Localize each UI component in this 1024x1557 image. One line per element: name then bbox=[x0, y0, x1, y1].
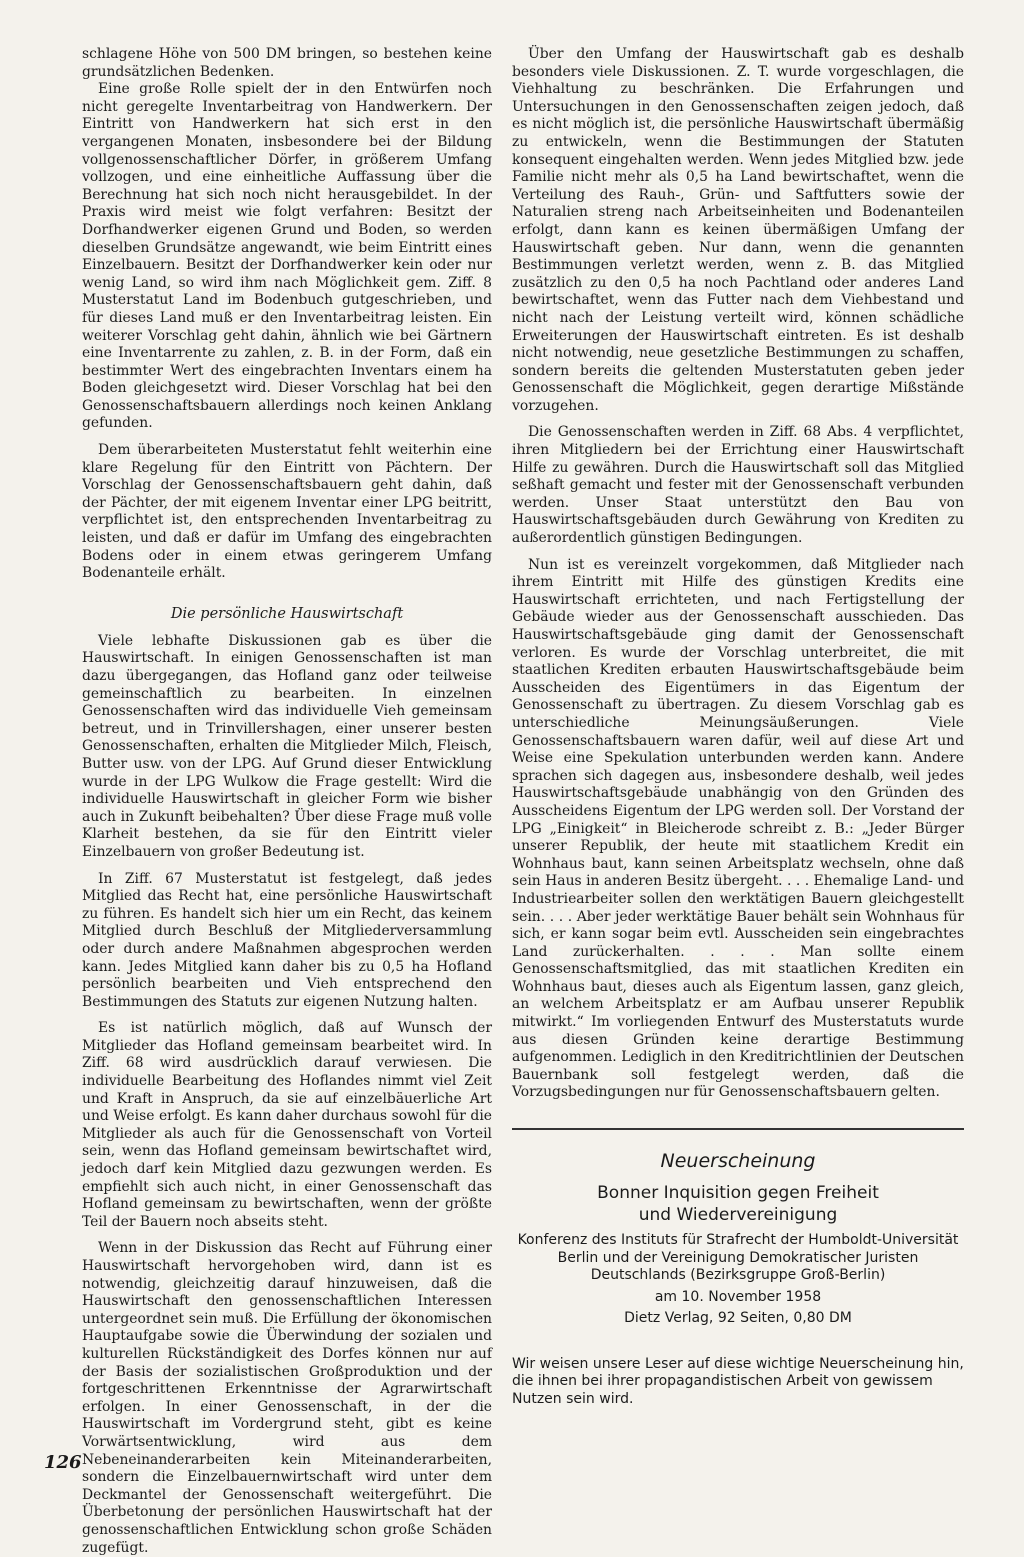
announcement-box bbox=[512, 1148, 964, 1328]
page-number: 126 bbox=[44, 1452, 82, 1473]
paragraph: Es ist natürlich möglich, daß auf Wunsch der Mitglieder das Hofland gemeinsam bearbeitet wird. In Ziff. 68 wird ausdrücklich darauf verwiesen. Die individuelle Bearbeitung des Hoflandes nimmt viel Zeit und Kraft in Anspruch, da sie auf einzelbäuerliche Art und Weise erfolgt. Es kann daher durchaus sowohl für die Mitglieder als auch für die Genossenschaft von Vorteil sein, wenn das Hofland gemeinsam bewirtschaftet wird, jedoch darf kein Mitglied dazu gezwungen werden. Es empfiehlt sich auch nicht, in einer Genossenschaft das Hofland gemeinsam zu bewirtschaften, wenn der größte Teil der Bauern noch abseits steht. bbox=[82, 1020, 492, 1230]
paragraph: Nun ist es vereinzelt vorgekommen, daß Mitglieder nach ihrem Eintritt mit Hilfe des günstigen Kredits eine Hauswirtschaft errichteten, und nach Fertigstellung der Gebäude wieder aus der Genossenschaft ausschieden. Das Hauswirtschaftsgebäude ging damit der Genossenschaft verloren. Es wurde der Vorschlag unterbreitet, die mit staatlichen Krediten erbauten Hauswirtschaftsgebäude beim Ausscheiden des Eigentümers in das Eigentum der Genossenschaft zu übertragen. Zu diesem Vorschlag gab es unterschiedliche Meinungsäußerungen. Viele Genossenschaftsbauern waren dafür, weil auf diese Art und Weise eine Spekulation unterbunden werden kann. Andere sprachen sich dagegen aus, insbesondere deshalb, weil jedes Hauswirtschaftsgebäude unabhängig von den Gründen des Ausscheidens Eigentum der LPG werden soll. Der Vorstand der LPG „Einigkeit“ in Bleicherode schreibt z. B.: „Jeder Bürger unserer Republik, der heute mit staatlichem Kredit ein Wohnhaus baut, kann seinen Arbeitsplatz wechseln, ohne daß sein Haus in anderen Besitz übergeht. . . . Ehemalige Land- und Industriearbeiter sollen den werktätigen Bauern gleichgestellt sein. . . . Aber jeder werktätige Bauer behält sein Wohnhaus für sich, er kann sogar beim evtl. Ausscheiden sein eingebrachtes Land zurückerhalten. . . . Man sollte einem Genossenschaftsmitglied, das mit staatlichen Krediten ein Wohnhaus baut, dieses auch als Eigentum lassen, ganz gleich, an welchem Arbeitsplatz er am Aufbau unserer Republik mitwirkt.“ Im vorliegenden Entwurf des Musterstatuts wurde aus diesen Gründen keine derartige Bestimmung aufgenommen. Lediglich in den Kreditrichtlinien der Deutschen Bauernbank soll festgelegt werden, daß die Vorzugsbedingungen nur für Genossenschaftsbauern gelten. bbox=[512, 556, 964, 1101]
book-publisher: Dietz Verlag, 92 Seiten, 0,80 DM bbox=[624, 1310, 852, 1327]
right-column bbox=[512, 46, 964, 1408]
book-title-line: Bonner Inquisition gegen Freiheit bbox=[597, 1183, 879, 1204]
paragraph: schlagene Höhe von 500 DM bringen, so bestehen keine grundsätzlichen Bedenken. bbox=[82, 46, 492, 80]
reader-notice: Wir weisen unsere Leser auf diese wichtige Neuerscheinung hin, die ihnen bei ihrer propagandistischen Arbeit von gewissem Nutzen sein wird. bbox=[512, 1355, 964, 1407]
section-heading: Die persönliche Hauswirtschaft bbox=[170, 605, 404, 622]
left-column bbox=[82, 46, 492, 1557]
paragraph: Über den Umfang der Hauswirtschaft gab es deshalb besonders viele Diskussionen. Z. T. wurde vorgeschlagen, die Viehhaltung zu beschränken. Die Erfahrungen und Untersuchungen in den Genossenschaften zeigen jedoch, daß es nicht möglich ist, die persönliche Hauswirtschaft übermäßig zu entwickeln, wenn die Bestimmungen der Statuten konsequent eingehalten werden. Wenn jedes Mitglied bzw. jede Familie nicht mehr als 0,5 ha Land bewirtschaftet, wenn die Verteilung des Rauh-, Grün- und Saftfutters sowie der Naturalien streng nach Arbeitseinheiten und Bodenanteilen erfolgt, dann kann es keinen übermäßigen Umfang der Hauswirtschaft geben. Nur dann, wenn die genannten Bestimmungen verletzt werden, wenn z. B. das Mitglied zusätzlich zu den 0,5 ha noch Pachtland oder anderes Land bewirtschaftet, wenn das Futter nach dem Viehbestand und nicht nach der Leistung verteilt wird, können schädliche Erweiterungen der Hauswirtschaft eintreten. Es ist deshalb nicht notwendig, neue gesetzliche Bestimmungen zu schaffen, sondern bereits die geltenden Musterstatuten geben jeder Genossenschaft die Möglichkeit, gegen derartige Mißstände vorzugehen. bbox=[512, 46, 964, 414]
divider bbox=[512, 1128, 964, 1130]
paragraph: Viele lebhafte Diskussionen gab es über die Hauswirtschaft. In einigen Genossenschaften ist man dazu übergegangen, das Hofland ganz oder teilweise gemeinschaftlich zu bearbeiten. In einzelnen Genossenschaften wird das individuelle Vieh gemeinsam betreut, und in Trinvillershagen, einer unserer besten Genossenschaften, erhalten die Mitglieder Milch, Fleisch, Butter usw. von der LPG. Auf Grund dieser Entwicklung wurde in der LPG Wulkow die Frage gestellt: Wird die individuelle Hauswirtschaft in gleicher Form wie bisher auch in Zukunft beibehalten? Über diese Frage muß volle Klarheit bestehen, da sie für den Eintritt vieler Einzelbauern von großer Bedeutung ist. bbox=[82, 632, 492, 860]
announcement-title: Neuerscheinung bbox=[660, 1150, 816, 1173]
book-description: Konferenz des Instituts für Strafrecht der Humboldt-Universität Berlin und der Vereinigung Demokratischer Juristen Deutschlands (Bezirksgruppe Groß-Berlin) bbox=[517, 1232, 959, 1284]
book-date: am 10. November 1958 bbox=[654, 1288, 822, 1305]
paragraph: Eine große Rolle spielt der in den Entwürfen noch nicht geregelte Inventarbeitrag von Handwerkern. Der Eintritt von Handwerkern hat sich erst in den vergangenen Monaten, insbesondere bei der Bildung vollgenossenschaftlicher Dörfer, in größerem Umfang vollzogen, und eine einheitliche Auffassung über die Berechnung hat sich noch nicht herausgebildet. In der Praxis wird meist wie folgt verfahren: Besitzt der Dorfhandwerker eigenen Grund und Boden, so werden dieselben Grundsätze angewandt, wie beim Eintritt eines Einzelbauern. Besitzt der Dorfhandwerker kein oder nur wenig Land, so wird ihm nach Möglichkeit gem. Ziff. 8 Musterstatut Land im Bodenbuch gutgeschrieben, und für dieses Land muß er den Inventarbeitrag leisten. Ein weiterer Vorschlag geht dahin, ähnlich wie bei Gärtnern eine Inventarrente zu zahlen, z. B. in der Form, daß ein bestimmter Wert des eingebrachten Inventars einem ha Boden gleichgesetzt wird. Dieser Vorschlag hat bei den Genossenschaftsbauern allerdings noch keinen Anklang gefunden. bbox=[82, 81, 492, 432]
paragraph: Die Genossenschaften werden in Ziff. 68 Abs. 4 verpflichtet, ihren Mitgliedern bei der Errichtung einer Hauswirtschaft Hilfe zu gewähren. Durch die Hauswirtschaft soll das Mitglied seßhaft gemacht und fester mit der Genossenschaft verbunden werden. Unser Staat unterstützt den Bau von Hauswirtschaftsgebäuden durch Gewährung von Krediten zu außerordentlich günstigen Bedingungen. bbox=[512, 424, 964, 547]
paragraph: In Ziff. 67 Musterstatut ist festgelegt, daß jedes Mitglied das Recht hat, eine persönliche Hauswirtschaft zu führen. Es handelt sich hier um ein Recht, das keinem Mitglied durch Beschluß der Mitgliederversammlung oder durch andere Maßnahmen abgesprochen werden kann. Jedes Mitglied kann daher bis zu 0,5 ha Hofland persönlich bearbeiten und Vieh entsprechend den Bestimmungen des Statuts zur eigenen Nutzung halten. bbox=[82, 870, 492, 1010]
paragraph: Wenn in der Diskussion das Recht auf Führung einer Hauswirtschaft hervorgehoben wird, dann ist es notwendig, gleichzeitig darauf hinzuweisen, daß die Hauswirtschaft den genossenschaftlichen Interessen untergeordnet sein muß. Die Erfüllung der ökonomischen Hauptaufgabe sowie die Überwindung der sozialen und kulturellen Rückständigkeit des Dorfes können nur auf der Basis der sozialistischen Großproduktion und der fortgeschrittenen Erkenntnisse der Agrarwirtschaft erfolgen. In einer Genossenschaft, in der die Hauswirtschaft im Vordergrund steht, gibt es keine Vorwärtsentwicklung, wird aus dem Nebeneinanderarbeiten kein Miteinanderarbeiten, sondern die Einzelbauernwirtschaft wird unter dem Deckmantel der Genossenschaft weitergeführt. Die Überbetonung der persönlichen Hauswirtschaft hat der genossenschaftlichen Entwicklung schon große Schäden zugefügt. bbox=[82, 1240, 492, 1556]
book-title-line: und Wiedervereinigung bbox=[638, 1205, 838, 1226]
paragraph: Dem überarbeiteten Musterstatut fehlt weiterhin eine klare Regelung für den Eintritt von Pächtern. Der Vorschlag der Genossenschaftsbauern geht dahin, daß der Pächter, der mit eigenem Inventar einer LPG beitritt, verpflichtet ist, den entsprechenden Inventarbeitrag zu leisten, und daß er dafür im Umfang des eingebrachten Bodens oder in einem etwas geringerem Umfang Bodenanteile erhält. bbox=[82, 442, 492, 582]
